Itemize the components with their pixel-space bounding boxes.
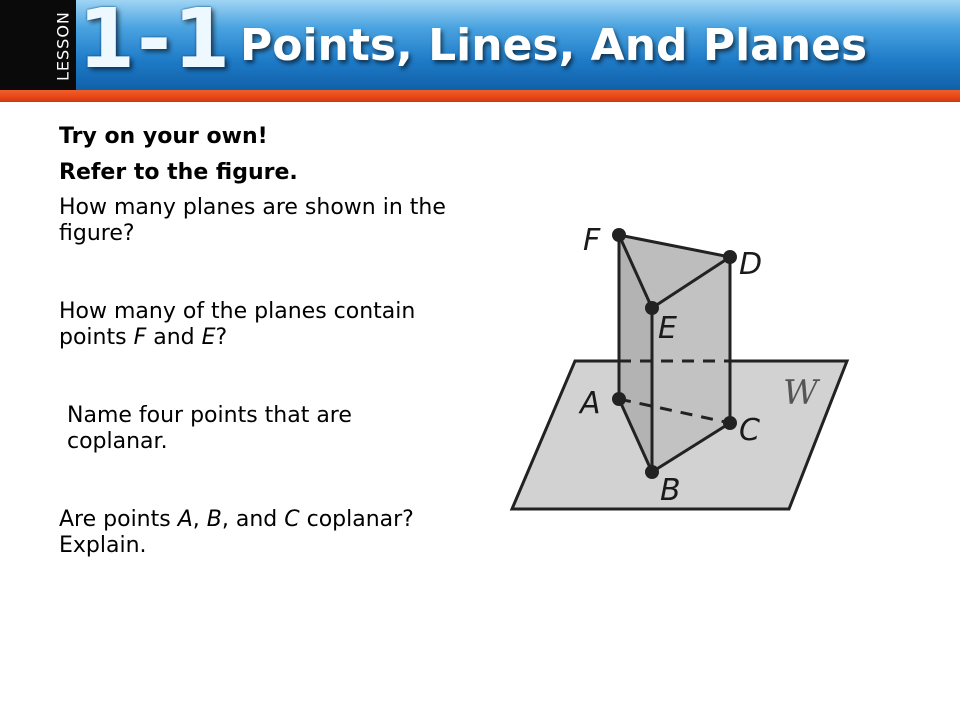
point-b-marker bbox=[645, 465, 659, 479]
question-3: Name four points that are coplanar. bbox=[67, 403, 352, 454]
question-list bbox=[59, 124, 449, 559]
point-a-label: A bbox=[580, 386, 601, 421]
point-d-label: D bbox=[739, 247, 763, 282]
point-f-marker bbox=[612, 228, 626, 242]
prompt-heading: Try on your own! bbox=[59, 124, 268, 149]
point-b-label: B bbox=[660, 473, 681, 508]
point-c-marker bbox=[723, 416, 737, 430]
point-d-marker bbox=[723, 250, 737, 264]
prism-plane-figure bbox=[500, 212, 860, 518]
point-c-label: C bbox=[739, 413, 760, 448]
question-4: Are points A, B, and C coplanar? Explain. bbox=[59, 507, 414, 558]
lesson-number: 1-1 bbox=[78, 0, 233, 87]
lesson-label: LESSON bbox=[53, 11, 73, 81]
plane-w-label: W bbox=[783, 373, 818, 413]
point-e-label: E bbox=[658, 311, 677, 346]
header-accent-stripe bbox=[0, 90, 960, 102]
point-f-label: F bbox=[583, 223, 601, 258]
question-2: How many of the planes contain points F and E? bbox=[59, 299, 416, 350]
point-a-marker bbox=[612, 392, 626, 406]
point-e-marker bbox=[645, 301, 659, 315]
page-title: Points, Lines, And Planes bbox=[240, 20, 868, 71]
prompt-subheading: Refer to the figure. bbox=[59, 160, 298, 185]
question-1: How many planes are shown in the figure? bbox=[59, 195, 446, 246]
